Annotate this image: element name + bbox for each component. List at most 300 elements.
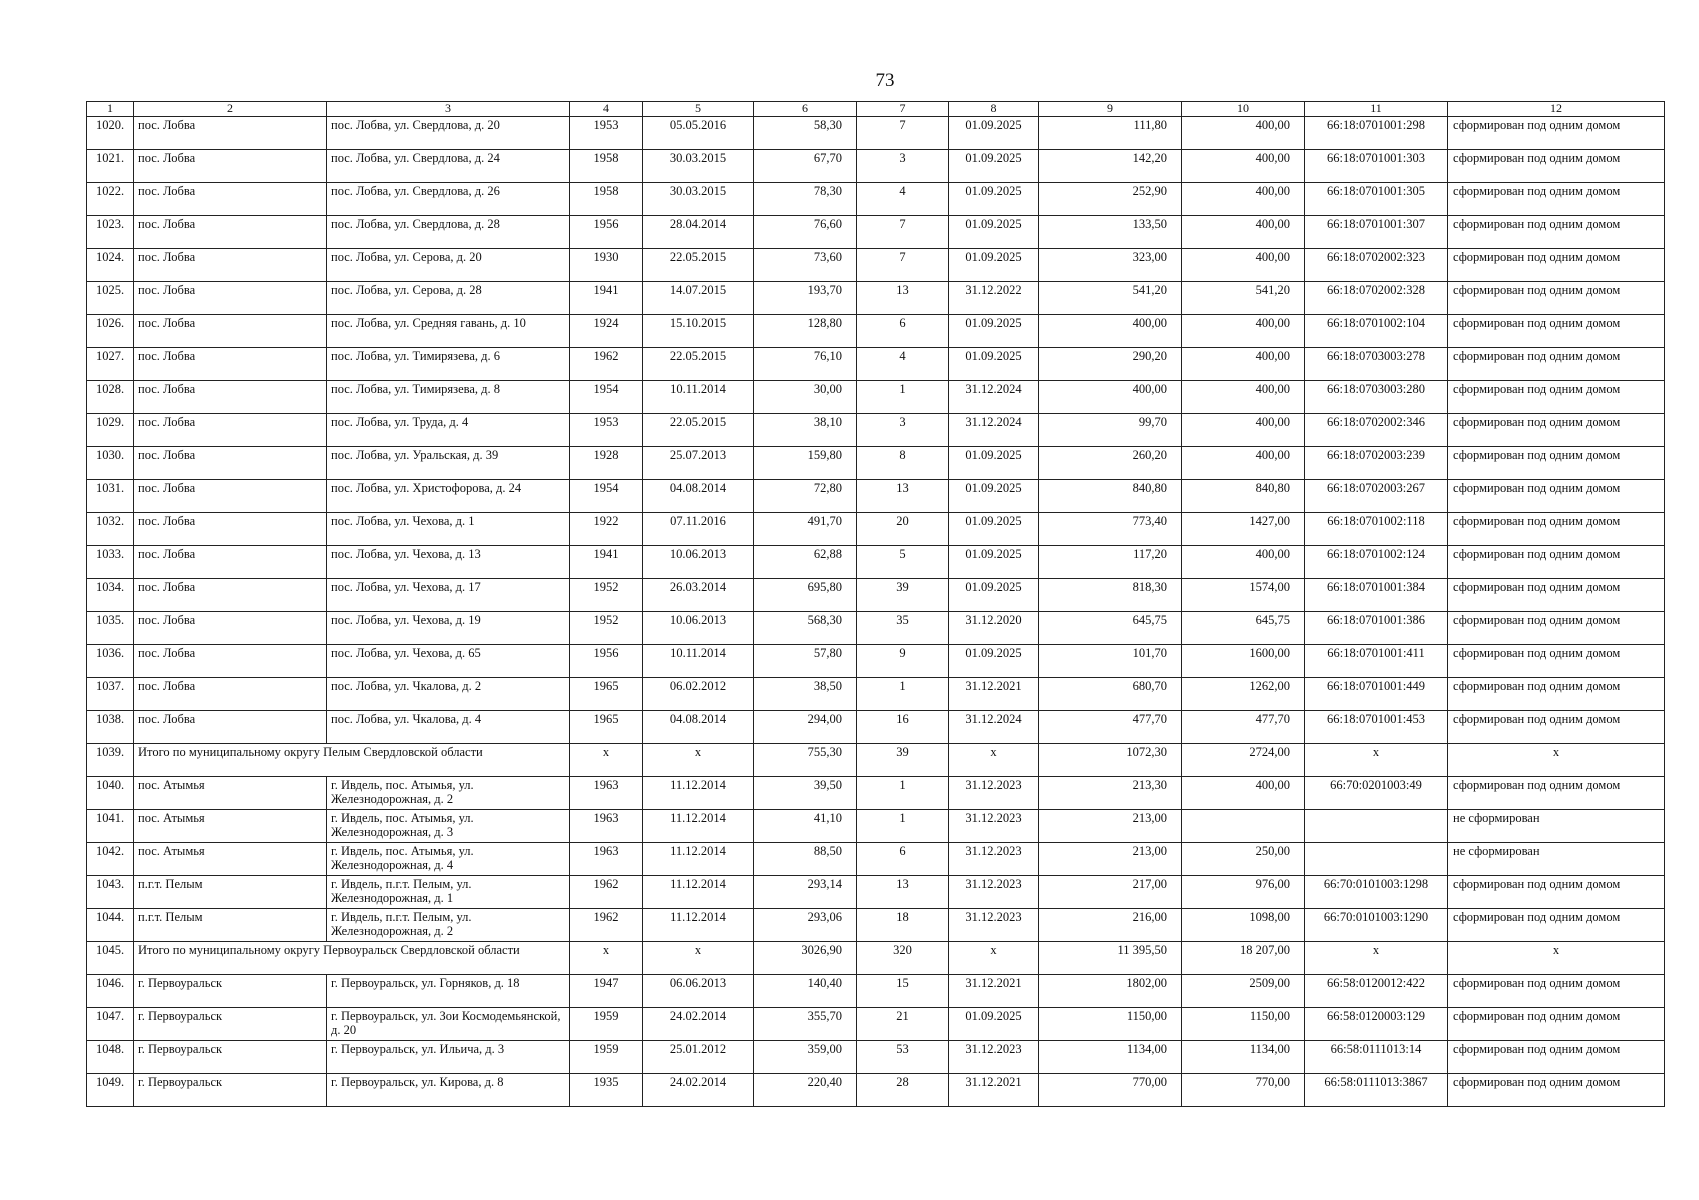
table-row: [87, 975, 1665, 1008]
locality-cell: п.г.т. Пелым: [134, 876, 327, 909]
count-cell: 3: [857, 414, 949, 447]
count-cell: 6: [857, 315, 949, 348]
table-row: [87, 777, 1665, 810]
locality-cell: пос. Лобва: [134, 579, 327, 612]
status-cell: сформирован под одним домом: [1448, 117, 1665, 150]
value9-cell: 400,00: [1039, 381, 1182, 414]
status-cell: сформирован под одним домом: [1448, 381, 1665, 414]
cadastral-cell: 66:70:0101003:1298: [1305, 876, 1448, 909]
row-number-cell: 1024.: [87, 249, 134, 282]
status-cell: сформирован под одним домом: [1448, 414, 1665, 447]
address-cell: пос. Лобва, ул. Свердлова, д. 26: [327, 183, 570, 216]
header-cell: 12: [1448, 102, 1665, 117]
year-cell: 1956: [570, 216, 643, 249]
table-row: [87, 117, 1665, 150]
value10-cell: 400,00: [1182, 150, 1305, 183]
area-cell: 67,70: [754, 150, 857, 183]
row-number-cell: 1021.: [87, 150, 134, 183]
value10-cell: 1134,00: [1182, 1041, 1305, 1074]
header-cell: 8: [949, 102, 1039, 117]
area-cell: 62,88: [754, 546, 857, 579]
cadastral-cell: [1305, 810, 1448, 843]
cadastral-cell: 66:18:0703003:280: [1305, 381, 1448, 414]
deadline-cell: 01.09.2025: [949, 150, 1039, 183]
value9-cell: 133,50: [1039, 216, 1182, 249]
year-cell: x: [570, 942, 643, 975]
total-label-cell: Итого по муниципальному округу Пелым Свердловской области: [134, 744, 570, 777]
deadline-cell: 31.12.2023: [949, 777, 1039, 810]
deadline-cell: 01.09.2025: [949, 513, 1039, 546]
row-number-cell: 1049.: [87, 1074, 134, 1107]
status-cell: сформирован под одним домом: [1448, 315, 1665, 348]
row-number-cell: 1030.: [87, 447, 134, 480]
row-number-cell: 1041.: [87, 810, 134, 843]
header-cell: 5: [643, 102, 754, 117]
count-cell: 8: [857, 447, 949, 480]
value10-cell: 250,00: [1182, 843, 1305, 876]
table-body: [87, 102, 1665, 1107]
count-cell: 53: [857, 1041, 949, 1074]
locality-cell: г. Первоуральск: [134, 1041, 327, 1074]
count-cell: 1: [857, 678, 949, 711]
year-cell: x: [570, 744, 643, 777]
housing-table: [86, 101, 1665, 1107]
value10-cell: 645,75: [1182, 612, 1305, 645]
date-cell: 30.03.2015: [643, 150, 754, 183]
value10-cell: 1098,00: [1182, 909, 1305, 942]
value10-cell: 770,00: [1182, 1074, 1305, 1107]
status-cell: сформирован под одним домом: [1448, 777, 1665, 810]
date-cell: 10.06.2013: [643, 612, 754, 645]
date-cell: 10.06.2013: [643, 546, 754, 579]
value9-cell: 99,70: [1039, 414, 1182, 447]
total-row: [87, 942, 1665, 975]
table-row: [87, 546, 1665, 579]
count-cell: 1: [857, 810, 949, 843]
value9-cell: 541,20: [1039, 282, 1182, 315]
row-number-cell: 1040.: [87, 777, 134, 810]
date-cell: 05.05.2016: [643, 117, 754, 150]
value9-cell: 680,70: [1039, 678, 1182, 711]
count-cell: 13: [857, 282, 949, 315]
status-cell: сформирован под одним домом: [1448, 1041, 1665, 1074]
locality-cell: пос. Лобва: [134, 249, 327, 282]
status-cell: сформирован под одним домом: [1448, 876, 1665, 909]
status-cell: сформирован под одним домом: [1448, 480, 1665, 513]
deadline-cell: x: [949, 744, 1039, 777]
address-cell: пос. Лобва, ул. Средняя гавань, д. 10: [327, 315, 570, 348]
address-cell: пос. Лобва, ул. Тимирязева, д. 6: [327, 348, 570, 381]
deadline-cell: 01.09.2025: [949, 216, 1039, 249]
value10-cell: 400,00: [1182, 315, 1305, 348]
count-cell: 4: [857, 348, 949, 381]
year-cell: 1954: [570, 480, 643, 513]
date-cell: 22.05.2015: [643, 249, 754, 282]
value10-cell: 400,00: [1182, 546, 1305, 579]
header-cell: 1: [87, 102, 134, 117]
area-cell: 159,80: [754, 447, 857, 480]
area-cell: 294,00: [754, 711, 857, 744]
address-cell: г. Ивдель, п.г.т. Пелым, ул. Железнодорожная, д. 1: [327, 876, 570, 909]
cadastral-cell: x: [1305, 744, 1448, 777]
count-cell: 13: [857, 480, 949, 513]
count-cell: 7: [857, 249, 949, 282]
total-label-cell: Итого по муниципальному округу Первоуральск Свердловской области: [134, 942, 570, 975]
header-cell: 9: [1039, 102, 1182, 117]
row-number-cell: 1029.: [87, 414, 134, 447]
table-row: [87, 282, 1665, 315]
value10-cell: 1600,00: [1182, 645, 1305, 678]
address-cell: г. Ивдель, пос. Атымья, ул. Железнодорожная, д. 3: [327, 810, 570, 843]
status-cell: сформирован под одним домом: [1448, 612, 1665, 645]
cadastral-cell: 66:18:0703003:278: [1305, 348, 1448, 381]
address-cell: г. Первоуральск, ул. Зои Космодемьянской, д. 20: [327, 1008, 570, 1041]
value9-cell: 840,80: [1039, 480, 1182, 513]
header-cell: 10: [1182, 102, 1305, 117]
cadastral-cell: [1305, 843, 1448, 876]
address-cell: г. Ивдель, п.г.т. Пелым, ул. Железнодорожная, д. 2: [327, 909, 570, 942]
year-cell: 1962: [570, 876, 643, 909]
date-cell: 28.04.2014: [643, 216, 754, 249]
year-cell: 1953: [570, 117, 643, 150]
locality-cell: г. Первоуральск: [134, 1008, 327, 1041]
address-cell: пос. Лобва, ул. Свердлова, д. 20: [327, 117, 570, 150]
table-row: [87, 447, 1665, 480]
count-cell: 320: [857, 942, 949, 975]
area-cell: 76,60: [754, 216, 857, 249]
row-number-cell: 1031.: [87, 480, 134, 513]
value10-cell: 18 207,00: [1182, 942, 1305, 975]
cadastral-cell: 66:18:0701001:386: [1305, 612, 1448, 645]
table-row: [87, 513, 1665, 546]
table-row: [87, 381, 1665, 414]
value9-cell: 645,75: [1039, 612, 1182, 645]
status-cell: сформирован под одним домом: [1448, 249, 1665, 282]
status-cell: не сформирован: [1448, 810, 1665, 843]
row-number-cell: 1046.: [87, 975, 134, 1008]
year-cell: 1954: [570, 381, 643, 414]
row-number-cell: 1043.: [87, 876, 134, 909]
value9-cell: 117,20: [1039, 546, 1182, 579]
cadastral-cell: 66:70:0101003:1290: [1305, 909, 1448, 942]
count-cell: 18: [857, 909, 949, 942]
count-cell: 20: [857, 513, 949, 546]
deadline-cell: 31.12.2023: [949, 876, 1039, 909]
status-cell: сформирован под одним домом: [1448, 183, 1665, 216]
status-cell: сформирован под одним домом: [1448, 711, 1665, 744]
row-number-cell: 1032.: [87, 513, 134, 546]
cadastral-cell: 66:58:0120003:129: [1305, 1008, 1448, 1041]
table-row: [87, 414, 1665, 447]
value10-cell: 400,00: [1182, 414, 1305, 447]
row-number-cell: 1044.: [87, 909, 134, 942]
cadastral-cell: 66:18:0701001:307: [1305, 216, 1448, 249]
column-number-header: [87, 102, 1665, 117]
header-cell: 3: [327, 102, 570, 117]
year-cell: 1958: [570, 150, 643, 183]
locality-cell: пос. Лобва: [134, 414, 327, 447]
table-row: [87, 579, 1665, 612]
cadastral-cell: 66:18:0701001:305: [1305, 183, 1448, 216]
value10-cell: 1427,00: [1182, 513, 1305, 546]
address-cell: пос. Лобва, ул. Чкалова, д. 4: [327, 711, 570, 744]
deadline-cell: 31.12.2024: [949, 711, 1039, 744]
row-number-cell: 1039.: [87, 744, 134, 777]
value10-cell: 400,00: [1182, 216, 1305, 249]
area-cell: 220,40: [754, 1074, 857, 1107]
value9-cell: 1072,30: [1039, 744, 1182, 777]
value9-cell: 11 395,50: [1039, 942, 1182, 975]
area-cell: 695,80: [754, 579, 857, 612]
locality-cell: пос. Лобва: [134, 711, 327, 744]
area-cell: 38,10: [754, 414, 857, 447]
row-number-cell: 1037.: [87, 678, 134, 711]
value10-cell: 2724,00: [1182, 744, 1305, 777]
address-cell: пос. Лобва, ул. Уральская, д. 39: [327, 447, 570, 480]
area-cell: 3026,90: [754, 942, 857, 975]
value9-cell: 111,80: [1039, 117, 1182, 150]
value9-cell: 252,90: [1039, 183, 1182, 216]
date-cell: x: [643, 942, 754, 975]
address-cell: г. Ивдель, пос. Атымья, ул. Железнодорожная, д. 2: [327, 777, 570, 810]
count-cell: 7: [857, 216, 949, 249]
area-cell: 140,40: [754, 975, 857, 1008]
cadastral-cell: 66:58:0111013:14: [1305, 1041, 1448, 1074]
year-cell: 1924: [570, 315, 643, 348]
date-cell: 06.06.2013: [643, 975, 754, 1008]
year-cell: 1965: [570, 678, 643, 711]
date-cell: 10.11.2014: [643, 645, 754, 678]
year-cell: 1963: [570, 810, 643, 843]
value9-cell: 773,40: [1039, 513, 1182, 546]
deadline-cell: 01.09.2025: [949, 249, 1039, 282]
date-cell: 15.10.2015: [643, 315, 754, 348]
date-cell: 30.03.2015: [643, 183, 754, 216]
year-cell: 1959: [570, 1041, 643, 1074]
cadastral-cell: 66:18:0702003:267: [1305, 480, 1448, 513]
status-cell: x: [1448, 744, 1665, 777]
locality-cell: пос. Лобва: [134, 183, 327, 216]
value9-cell: 213,00: [1039, 810, 1182, 843]
deadline-cell: 31.12.2023: [949, 810, 1039, 843]
count-cell: 35: [857, 612, 949, 645]
value10-cell: 477,70: [1182, 711, 1305, 744]
date-cell: 11.12.2014: [643, 876, 754, 909]
row-number-cell: 1033.: [87, 546, 134, 579]
locality-cell: пос. Атымья: [134, 810, 327, 843]
year-cell: 1958: [570, 183, 643, 216]
year-cell: 1935: [570, 1074, 643, 1107]
cadastral-cell: 66:18:0701001:411: [1305, 645, 1448, 678]
locality-cell: пос. Лобва: [134, 678, 327, 711]
cadastral-cell: x: [1305, 942, 1448, 975]
deadline-cell: 31.12.2021: [949, 1074, 1039, 1107]
value10-cell: [1182, 810, 1305, 843]
row-number-cell: 1036.: [87, 645, 134, 678]
table-row: [87, 348, 1665, 381]
year-cell: 1947: [570, 975, 643, 1008]
row-number-cell: 1042.: [87, 843, 134, 876]
table-row: [87, 612, 1665, 645]
table-row: [87, 249, 1665, 282]
row-number-cell: 1026.: [87, 315, 134, 348]
row-number-cell: 1047.: [87, 1008, 134, 1041]
count-cell: 5: [857, 546, 949, 579]
address-cell: пос. Лобва, ул. Чехова, д. 1: [327, 513, 570, 546]
value10-cell: 541,20: [1182, 282, 1305, 315]
deadline-cell: 31.12.2020: [949, 612, 1039, 645]
cadastral-cell: 66:18:0702002:323: [1305, 249, 1448, 282]
value9-cell: 290,20: [1039, 348, 1182, 381]
value10-cell: 400,00: [1182, 381, 1305, 414]
row-number-cell: 1020.: [87, 117, 134, 150]
status-cell: сформирован под одним домом: [1448, 546, 1665, 579]
locality-cell: пос. Лобва: [134, 117, 327, 150]
count-cell: 7: [857, 117, 949, 150]
status-cell: сформирован под одним домом: [1448, 150, 1665, 183]
table-row: [87, 678, 1665, 711]
area-cell: 568,30: [754, 612, 857, 645]
row-number-cell: 1022.: [87, 183, 134, 216]
value10-cell: 400,00: [1182, 348, 1305, 381]
cadastral-cell: 66:18:0702002:346: [1305, 414, 1448, 447]
status-cell: сформирован под одним домом: [1448, 1008, 1665, 1041]
cadastral-cell: 66:58:0111013:3867: [1305, 1074, 1448, 1107]
year-cell: 1941: [570, 282, 643, 315]
table-row: [87, 909, 1665, 942]
area-cell: 76,10: [754, 348, 857, 381]
status-cell: сформирован под одним домом: [1448, 975, 1665, 1008]
header-cell: 7: [857, 102, 949, 117]
year-cell: 1965: [570, 711, 643, 744]
value10-cell: 400,00: [1182, 117, 1305, 150]
locality-cell: пос. Лобва: [134, 513, 327, 546]
row-number-cell: 1023.: [87, 216, 134, 249]
year-cell: 1963: [570, 777, 643, 810]
value9-cell: 260,20: [1039, 447, 1182, 480]
status-cell: сформирован под одним домом: [1448, 645, 1665, 678]
address-cell: пос. Лобва, ул. Серова, д. 20: [327, 249, 570, 282]
status-cell: сформирован под одним домом: [1448, 216, 1665, 249]
table-row: [87, 216, 1665, 249]
cadastral-cell: 66:18:0701001:298: [1305, 117, 1448, 150]
status-cell: сформирован под одним домом: [1448, 282, 1665, 315]
table-row: [87, 1008, 1665, 1041]
address-cell: г. Первоуральск, ул. Ильича, д. 3: [327, 1041, 570, 1074]
count-cell: 15: [857, 975, 949, 1008]
locality-cell: пос. Лобва: [134, 480, 327, 513]
area-cell: 72,80: [754, 480, 857, 513]
date-cell: 25.01.2012: [643, 1041, 754, 1074]
year-cell: 1952: [570, 579, 643, 612]
table-row: [87, 876, 1665, 909]
table-row: [87, 810, 1665, 843]
deadline-cell: 01.09.2025: [949, 447, 1039, 480]
deadline-cell: 31.12.2023: [949, 909, 1039, 942]
date-cell: 04.08.2014: [643, 711, 754, 744]
cadastral-cell: 66:18:0701001:449: [1305, 678, 1448, 711]
deadline-cell: 31.12.2024: [949, 414, 1039, 447]
area-cell: 41,10: [754, 810, 857, 843]
area-cell: 755,30: [754, 744, 857, 777]
cadastral-cell: 66:18:0701002:104: [1305, 315, 1448, 348]
value10-cell: 400,00: [1182, 447, 1305, 480]
locality-cell: пос. Лобва: [134, 315, 327, 348]
address-cell: г. Первоуральск, ул. Горняков, д. 18: [327, 975, 570, 1008]
area-cell: 355,70: [754, 1008, 857, 1041]
value9-cell: 323,00: [1039, 249, 1182, 282]
year-cell: 1928: [570, 447, 643, 480]
status-cell: сформирован под одним домом: [1448, 909, 1665, 942]
value9-cell: 216,00: [1039, 909, 1182, 942]
deadline-cell: 31.12.2024: [949, 381, 1039, 414]
status-cell: сформирован под одним домом: [1448, 447, 1665, 480]
row-number-cell: 1028.: [87, 381, 134, 414]
year-cell: 1952: [570, 612, 643, 645]
locality-cell: пос. Лобва: [134, 381, 327, 414]
locality-cell: пос. Атымья: [134, 777, 327, 810]
area-cell: 293,06: [754, 909, 857, 942]
row-number-cell: 1048.: [87, 1041, 134, 1074]
cadastral-cell: 66:18:0701001:453: [1305, 711, 1448, 744]
date-cell: 11.12.2014: [643, 909, 754, 942]
row-number-cell: 1025.: [87, 282, 134, 315]
date-cell: 11.12.2014: [643, 843, 754, 876]
status-cell: сформирован под одним домом: [1448, 1074, 1665, 1107]
area-cell: 491,70: [754, 513, 857, 546]
locality-cell: п.г.т. Пелым: [134, 909, 327, 942]
area-cell: 128,80: [754, 315, 857, 348]
locality-cell: пос. Лобва: [134, 645, 327, 678]
count-cell: 4: [857, 183, 949, 216]
deadline-cell: 01.09.2025: [949, 480, 1039, 513]
value10-cell: 400,00: [1182, 249, 1305, 282]
address-cell: пос. Лобва, ул. Чкалова, д. 2: [327, 678, 570, 711]
value9-cell: 142,20: [1039, 150, 1182, 183]
count-cell: 1: [857, 381, 949, 414]
deadline-cell: 01.09.2025: [949, 546, 1039, 579]
address-cell: пос. Лобва, ул. Свердлова, д. 24: [327, 150, 570, 183]
area-cell: 88,50: [754, 843, 857, 876]
status-cell: сформирован под одним домом: [1448, 513, 1665, 546]
address-cell: пос. Лобва, ул. Свердлова, д. 28: [327, 216, 570, 249]
table-row: [87, 1074, 1665, 1107]
row-number-cell: 1027.: [87, 348, 134, 381]
area-cell: 78,30: [754, 183, 857, 216]
row-number-cell: 1038.: [87, 711, 134, 744]
address-cell: пос. Лобва, ул. Чехова, д. 13: [327, 546, 570, 579]
value9-cell: 477,70: [1039, 711, 1182, 744]
table-row: [87, 150, 1665, 183]
value9-cell: 1150,00: [1039, 1008, 1182, 1041]
address-cell: пос. Лобва, ул. Христофорова, д. 24: [327, 480, 570, 513]
locality-cell: г. Первоуральск: [134, 975, 327, 1008]
date-cell: 04.08.2014: [643, 480, 754, 513]
area-cell: 39,50: [754, 777, 857, 810]
date-cell: 14.07.2015: [643, 282, 754, 315]
value10-cell: 840,80: [1182, 480, 1305, 513]
date-cell: 22.05.2015: [643, 348, 754, 381]
deadline-cell: x: [949, 942, 1039, 975]
area-cell: 73,60: [754, 249, 857, 282]
area-cell: 193,70: [754, 282, 857, 315]
locality-cell: пос. Лобва: [134, 150, 327, 183]
cadastral-cell: 66:18:0701002:124: [1305, 546, 1448, 579]
count-cell: 21: [857, 1008, 949, 1041]
value10-cell: 400,00: [1182, 183, 1305, 216]
value9-cell: 1802,00: [1039, 975, 1182, 1008]
row-number-cell: 1045.: [87, 942, 134, 975]
